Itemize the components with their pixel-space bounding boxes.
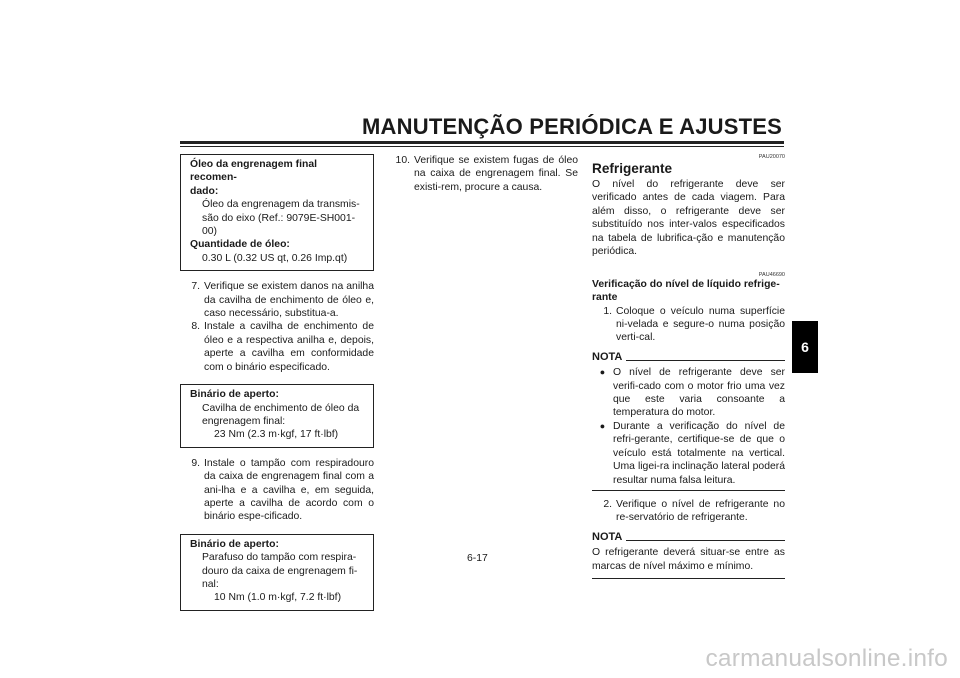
spec-box-torque-fill-bolt — [180, 384, 374, 448]
step-number: 1. — [603, 305, 612, 317]
step-text: Verifique se existem fugas de óleo na caixa de engrenagem final. Se existi-rem, procure a causa. — [414, 155, 578, 193]
step-number: 9. — [191, 457, 200, 469]
spec-heading: dado: — [190, 185, 219, 197]
step-text: Verifique o nível de refrigerante no re-servatório de refrigerante. — [616, 498, 785, 524]
spec-value: 00) — [202, 226, 218, 238]
chapter-tab[interactable]: 6 — [792, 321, 818, 373]
title-rule-thin — [180, 146, 784, 147]
step-2 — [592, 498, 785, 525]
step-text: Instale a cavilha de enchimento de óleo e a respectiva anilha e, depois, aperte a cavilha em conformidade com o binário especificado. — [204, 321, 374, 373]
note-text: O refrigerante deverá situar-se entre as marcas de nível máximo e mínimo. — [592, 547, 785, 572]
step-7 — [180, 280, 374, 320]
note-heading — [592, 531, 785, 544]
title-rule — [180, 141, 784, 144]
bullet-text: O nível de refrigerante deve ser verifi-cado com o motor frio uma vez que este varia consoante a temperatura do motor. — [613, 367, 785, 419]
bullet-text: Durante a verificação do nível de refri-gerante, certifique-se de que o veículo está totalmente na vertical. Uma ligei-ra inclinação lateral poderá resultar numa falsa leitura. — [613, 420, 785, 486]
step-text: Coloque o veículo numa superfície ni-velada e segure-o numa posição verti-cal. — [616, 305, 785, 344]
note-rule — [626, 360, 785, 361]
left-column — [180, 154, 374, 611]
spec-value: 23 Nm (2.3 m·kgf, 17 ft·lbf) — [214, 429, 339, 441]
step-number: 8. — [191, 321, 200, 333]
spec-box-torque-breather-bolt — [180, 534, 374, 611]
note-label: NOTA — [592, 350, 623, 363]
spec-value: 10 Nm (1.0 m·kgf, 7.2 ft·lbf) — [214, 592, 342, 604]
spec-heading: Binário de aperto: — [190, 538, 279, 550]
spec-heading: Óleo da engrenagem final recomen- — [190, 159, 318, 184]
page-title: MANUTENÇÃO PERIÓDICA E AJUSTES — [362, 114, 782, 139]
step-text: Instale o tampão com respiradouro da caixa de engrenagem final com a ani-lha e a cavilha e, em seguida, aperte a cavilha de acordo com o binário espe-cificado. — [204, 457, 374, 523]
spec-value: engrenagem final: — [202, 415, 286, 427]
step-number: 10. — [395, 155, 410, 166]
bullet-icon: ● — [599, 420, 606, 431]
step-9 — [180, 457, 374, 524]
step-text: Verifique se existem danos na anilha da cavilha de enchimento de óleo e, caso necessário, substitua-a. — [204, 281, 374, 320]
step-8 — [180, 320, 374, 374]
step-number: 7. — [191, 281, 200, 293]
spec-value: Cavilha de enchimento de óleo da — [202, 402, 360, 414]
spec-heading: Quantidade de óleo: — [190, 239, 290, 251]
spec-heading: Binário de aperto: — [190, 389, 279, 401]
note-heading — [592, 351, 785, 364]
spec-box-recommended-oil — [180, 154, 374, 271]
note-end-rule — [592, 578, 785, 579]
spec-value: Óleo da engrenagem da transmis- — [202, 199, 360, 211]
step-1 — [592, 305, 785, 345]
page-number: 6-17 — [467, 553, 488, 564]
watermark[interactable]: carmanualsonline.info — [705, 645, 948, 672]
note-rule — [626, 540, 785, 541]
subsection-title: Verificação do nível de líquido refrige-rante — [592, 279, 780, 304]
section-title: Refrigerante — [592, 161, 673, 176]
right-column — [592, 154, 785, 579]
section-code: PAU46690 — [758, 272, 785, 279]
spec-value: nal: — [202, 578, 219, 590]
intro-paragraph: O nível do refrigerante deve ser verificado antes de cada viagem. Para além disso, o refrigerante deve ser substituído nos inter-valos especificados na tabela de lubrifica-ção e manutenção periódica. — [592, 179, 785, 258]
step-number: 2. — [603, 498, 612, 510]
spec-value: são do eixo (Ref.: 9079E-SH001- — [202, 212, 356, 224]
note-bullet — [592, 366, 785, 420]
spec-value: douro da caixa de engrenagem fi- — [202, 565, 358, 577]
bullet-icon: ● — [599, 367, 606, 378]
note-label: NOTA — [592, 530, 623, 543]
step-10 — [388, 154, 578, 194]
section-code: PAU20070 — [758, 154, 785, 160]
middle-column — [388, 154, 578, 194]
spec-value: Parafuso do tampão com respira- — [202, 552, 357, 564]
spec-value: 0.30 L (0.32 US qt, 0.26 Imp.qt) — [202, 252, 348, 264]
note-bullet — [592, 420, 785, 487]
